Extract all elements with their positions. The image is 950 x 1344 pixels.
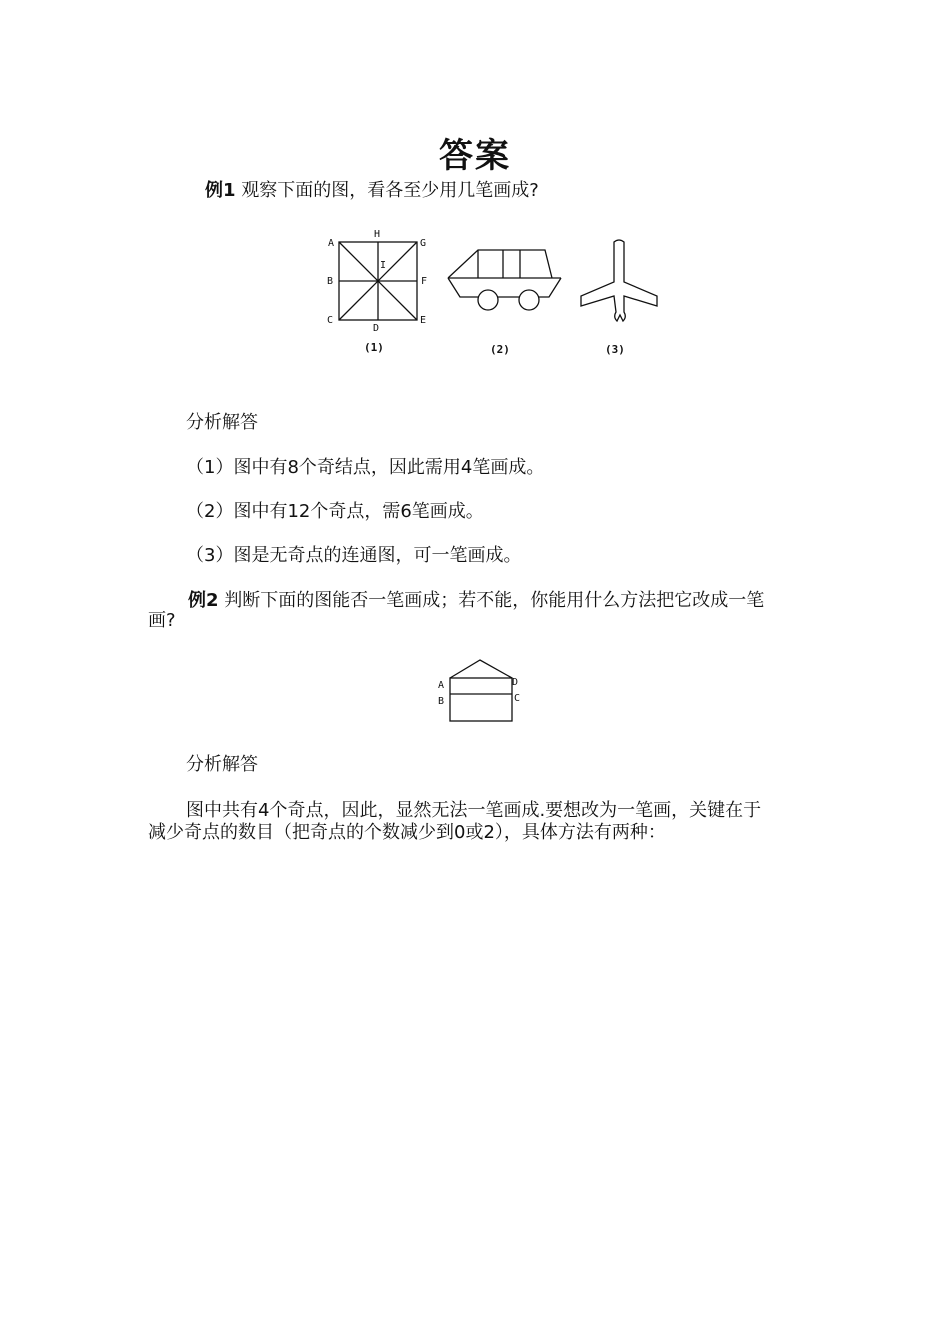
example2-body-line1: 图中共有4个奇点，因此，显然无法一笔画成.要想改为一笔画，关键在于 — [186, 800, 762, 821]
label-A: A — [328, 238, 335, 249]
label-I: I — [380, 260, 387, 271]
example1-analysis-heading: 分析解答 — [186, 412, 258, 433]
example1-figures — [320, 222, 670, 362]
figure2-car — [448, 250, 561, 310]
answer-3: （3）图是无奇点的连通图，可一笔画成。 — [186, 545, 522, 566]
label-A: A — [438, 680, 445, 691]
label-F: F — [421, 276, 428, 287]
caption-3: (3) — [605, 343, 625, 356]
example1-question-text: 观察下面的图，看各至少用几笔画成? — [241, 180, 539, 201]
example2-analysis-heading: 分析解答 — [186, 754, 258, 775]
page-title: 答案 — [439, 136, 511, 176]
label-D: D — [373, 323, 380, 334]
label-C: C — [514, 693, 521, 704]
label-D: D — [512, 677, 519, 688]
answer-1: （1）图中有8个奇结点，因此需用4笔画成。 — [186, 457, 545, 478]
example2-question-line1: 判断下面的图能否一笔画成；若不能，你能用什么方法把它改成一笔 — [224, 590, 765, 611]
example2-house-figure — [432, 656, 532, 728]
label-E: E — [420, 315, 427, 326]
caption-2: (2) — [490, 343, 510, 356]
example2-question — [188, 586, 764, 612]
caption-1: (1) — [364, 341, 384, 354]
example2-body-line2: 减少奇点的数目（把奇点的个数减少到0或2），具体方法有两种： — [148, 822, 666, 843]
answer-2: （2）图中有12个奇点，需6笔画成。 — [186, 501, 484, 522]
example2-question-line2: 画? — [148, 610, 176, 631]
example1-question — [205, 176, 539, 202]
label-C: C — [327, 315, 334, 326]
label-B: B — [438, 696, 445, 707]
label-G: G — [420, 238, 427, 249]
figure3-airplane — [581, 240, 657, 321]
figure1-square-graph — [327, 229, 427, 334]
example2-label: 例2 — [188, 590, 219, 611]
label-B: B — [327, 276, 334, 287]
example1-label: 例1 — [205, 180, 236, 201]
label-H: H — [374, 229, 381, 240]
